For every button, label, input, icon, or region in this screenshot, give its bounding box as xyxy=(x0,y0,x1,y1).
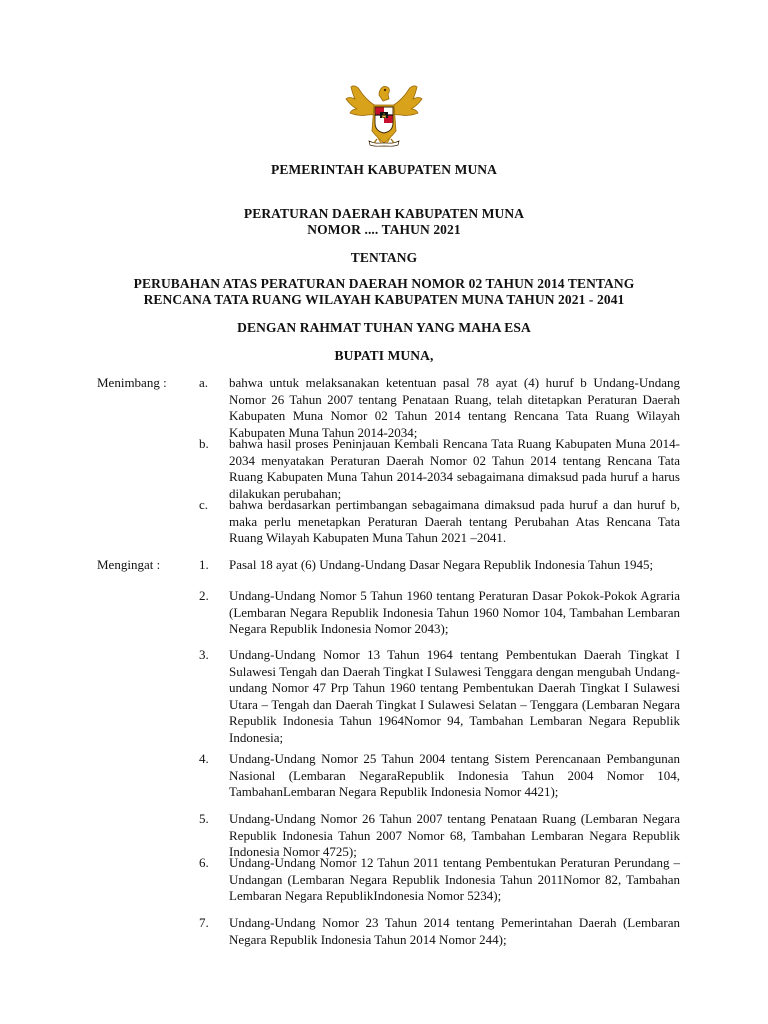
government-name: PEMERINTAH KABUPATEN MUNA xyxy=(271,162,497,177)
item-text: Undang-Undang Nomor 5 Tahun 1960 tentang Peraturan Dasar Pokok-Pokok Agraria (Lembaran Negara Republik Indonesia Tahun 1960 Nomor 104, Tambahan Lembaran Negara Republik Indonesia Nomor 2043); xyxy=(229,588,680,637)
item-text: Undang-Undang Nomor 26 Tahun 2007 tentang Penataan Ruang (Lembaran Negara Republik Indonesia Tahun 2007 Nomor 68, Tambahan Lembaran Negara Republik Indonesia Nomor 4725); xyxy=(229,811,680,860)
regulation-title: PERATURAN DAERAH KABUPATEN MUNA xyxy=(243,206,525,221)
item-marker: 3. xyxy=(199,647,209,662)
item-marker: 6. xyxy=(199,855,209,870)
item-text: bahwa untuk melaksanakan ketentuan pasal 78 ayat (4) huruf b Undang-Undang Nomor 26 Tahun 2007 tentang Penataan Ruang, telah ditetapkan Peraturan Daerah Kabupaten Muna Nomor 02 Tahun 2014 tentang Rencana Tata Ruang Wilayah Kabupaten Muna Tahun 2014-2034; xyxy=(229,375,680,440)
item-text: bahwa berdasarkan pertimbangan sebagaimana dimaksud pada huruf a dan huruf b, maka perlu menetapkan Peraturan Daerah tentang Perubahan Atas Rencana Tata Ruang Wilayah Kabupaten Muna Tahun 2021 –2041. xyxy=(229,497,680,546)
item-text: Pasal 18 ayat (6) Undang-Undang Dasar Negara Republik Indonesia Tahun 1945; xyxy=(229,557,654,572)
subject-line-1: PERUBAHAN ATAS PERATURAN DAERAH NOMOR 02 TAHUN 2014 TENTANG xyxy=(133,276,635,291)
item-text: Undang-Undang Nomor 12 Tahun 2011 tentang Pembentukan Peraturan Perundang – Undangan (Lembaran Negara Republik Indonesia Tahun 2011Nomor 82, Tambahan Lembaran Negara RepublikIndonesia Nomor 5234); xyxy=(229,855,680,904)
mengingat-label: Mengingat : xyxy=(97,557,161,572)
garuda-pancasila-emblem xyxy=(343,79,425,151)
blessing-line: DENGAN RAHMAT TUHAN YANG MAHA ESA xyxy=(237,320,531,335)
item-marker: 1. xyxy=(199,557,209,572)
item-marker: c. xyxy=(199,497,209,512)
item-text: Undang-Undang Nomor 25 Tahun 2004 tentang Sistem Perencanaan Pembangunan Nasional (Lembaran NegaraRepublik Indonesia Tahun 2004 Nomor 104, TambahanLembaran Negara Republik Indonesia Nomor 4421); xyxy=(229,751,680,800)
item-marker: 2. xyxy=(199,588,209,603)
regent-title: BUPATI MUNA, xyxy=(334,348,434,363)
about-heading: TENTANG xyxy=(350,250,418,265)
item-marker: b. xyxy=(199,436,209,451)
item-text: Undang-Undang Nomor 23 Tahun 2014 tentang Pemerintahan Daerah (Lembaran Negara Republik Indonesia Tahun 2014 Nomor 244); xyxy=(229,915,680,947)
item-text: Undang-Undang Nomor 13 Tahun 1964 tentang Pembentukan Daerah Tingkat I Sulawesi Tengah dan Daerah Tingkat I Sulawesi Tenggara dengan mengubah Undang-undang Nomor 47 Prp Tahun 1960 tentang Pembentukan Daerah Tingkat I Sulawesi Utara – Tengah dan Daerah Tingkat I Sulawesi Selatan – Tenggara (Lembaran Negara Republik Indonesia Tahun 1964Nomor 94, Tambahan Lembaran Negara Republik Indonesia; xyxy=(229,647,680,745)
item-marker: 5. xyxy=(199,811,209,826)
item-text: bahwa hasil proses Peninjauan Kembali Rencana Tata Ruang Kabupaten Muna 2014-2034 menyatakan Peraturan Daerah Nomor 02 Tahun 2014 tentang Rencana Tata Ruang Kabupaten Muna Tahun 2014-2034 sebagaimana dimaksud pada huruf a harus dilakukan perubahan; xyxy=(229,436,680,501)
item-marker: a. xyxy=(199,375,209,390)
item-marker: 4. xyxy=(199,751,209,766)
subject-line-2: RENCANA TATA RUANG WILAYAH KABUPATEN MUNA TAHUN 2021 - 2041 xyxy=(143,292,625,307)
menimbang-label: Menimbang : xyxy=(97,375,167,390)
regulation-number: NOMOR .... TAHUN 2021 xyxy=(307,222,461,237)
item-marker: 7. xyxy=(199,915,209,930)
garuda-emblem-icon xyxy=(343,79,425,151)
